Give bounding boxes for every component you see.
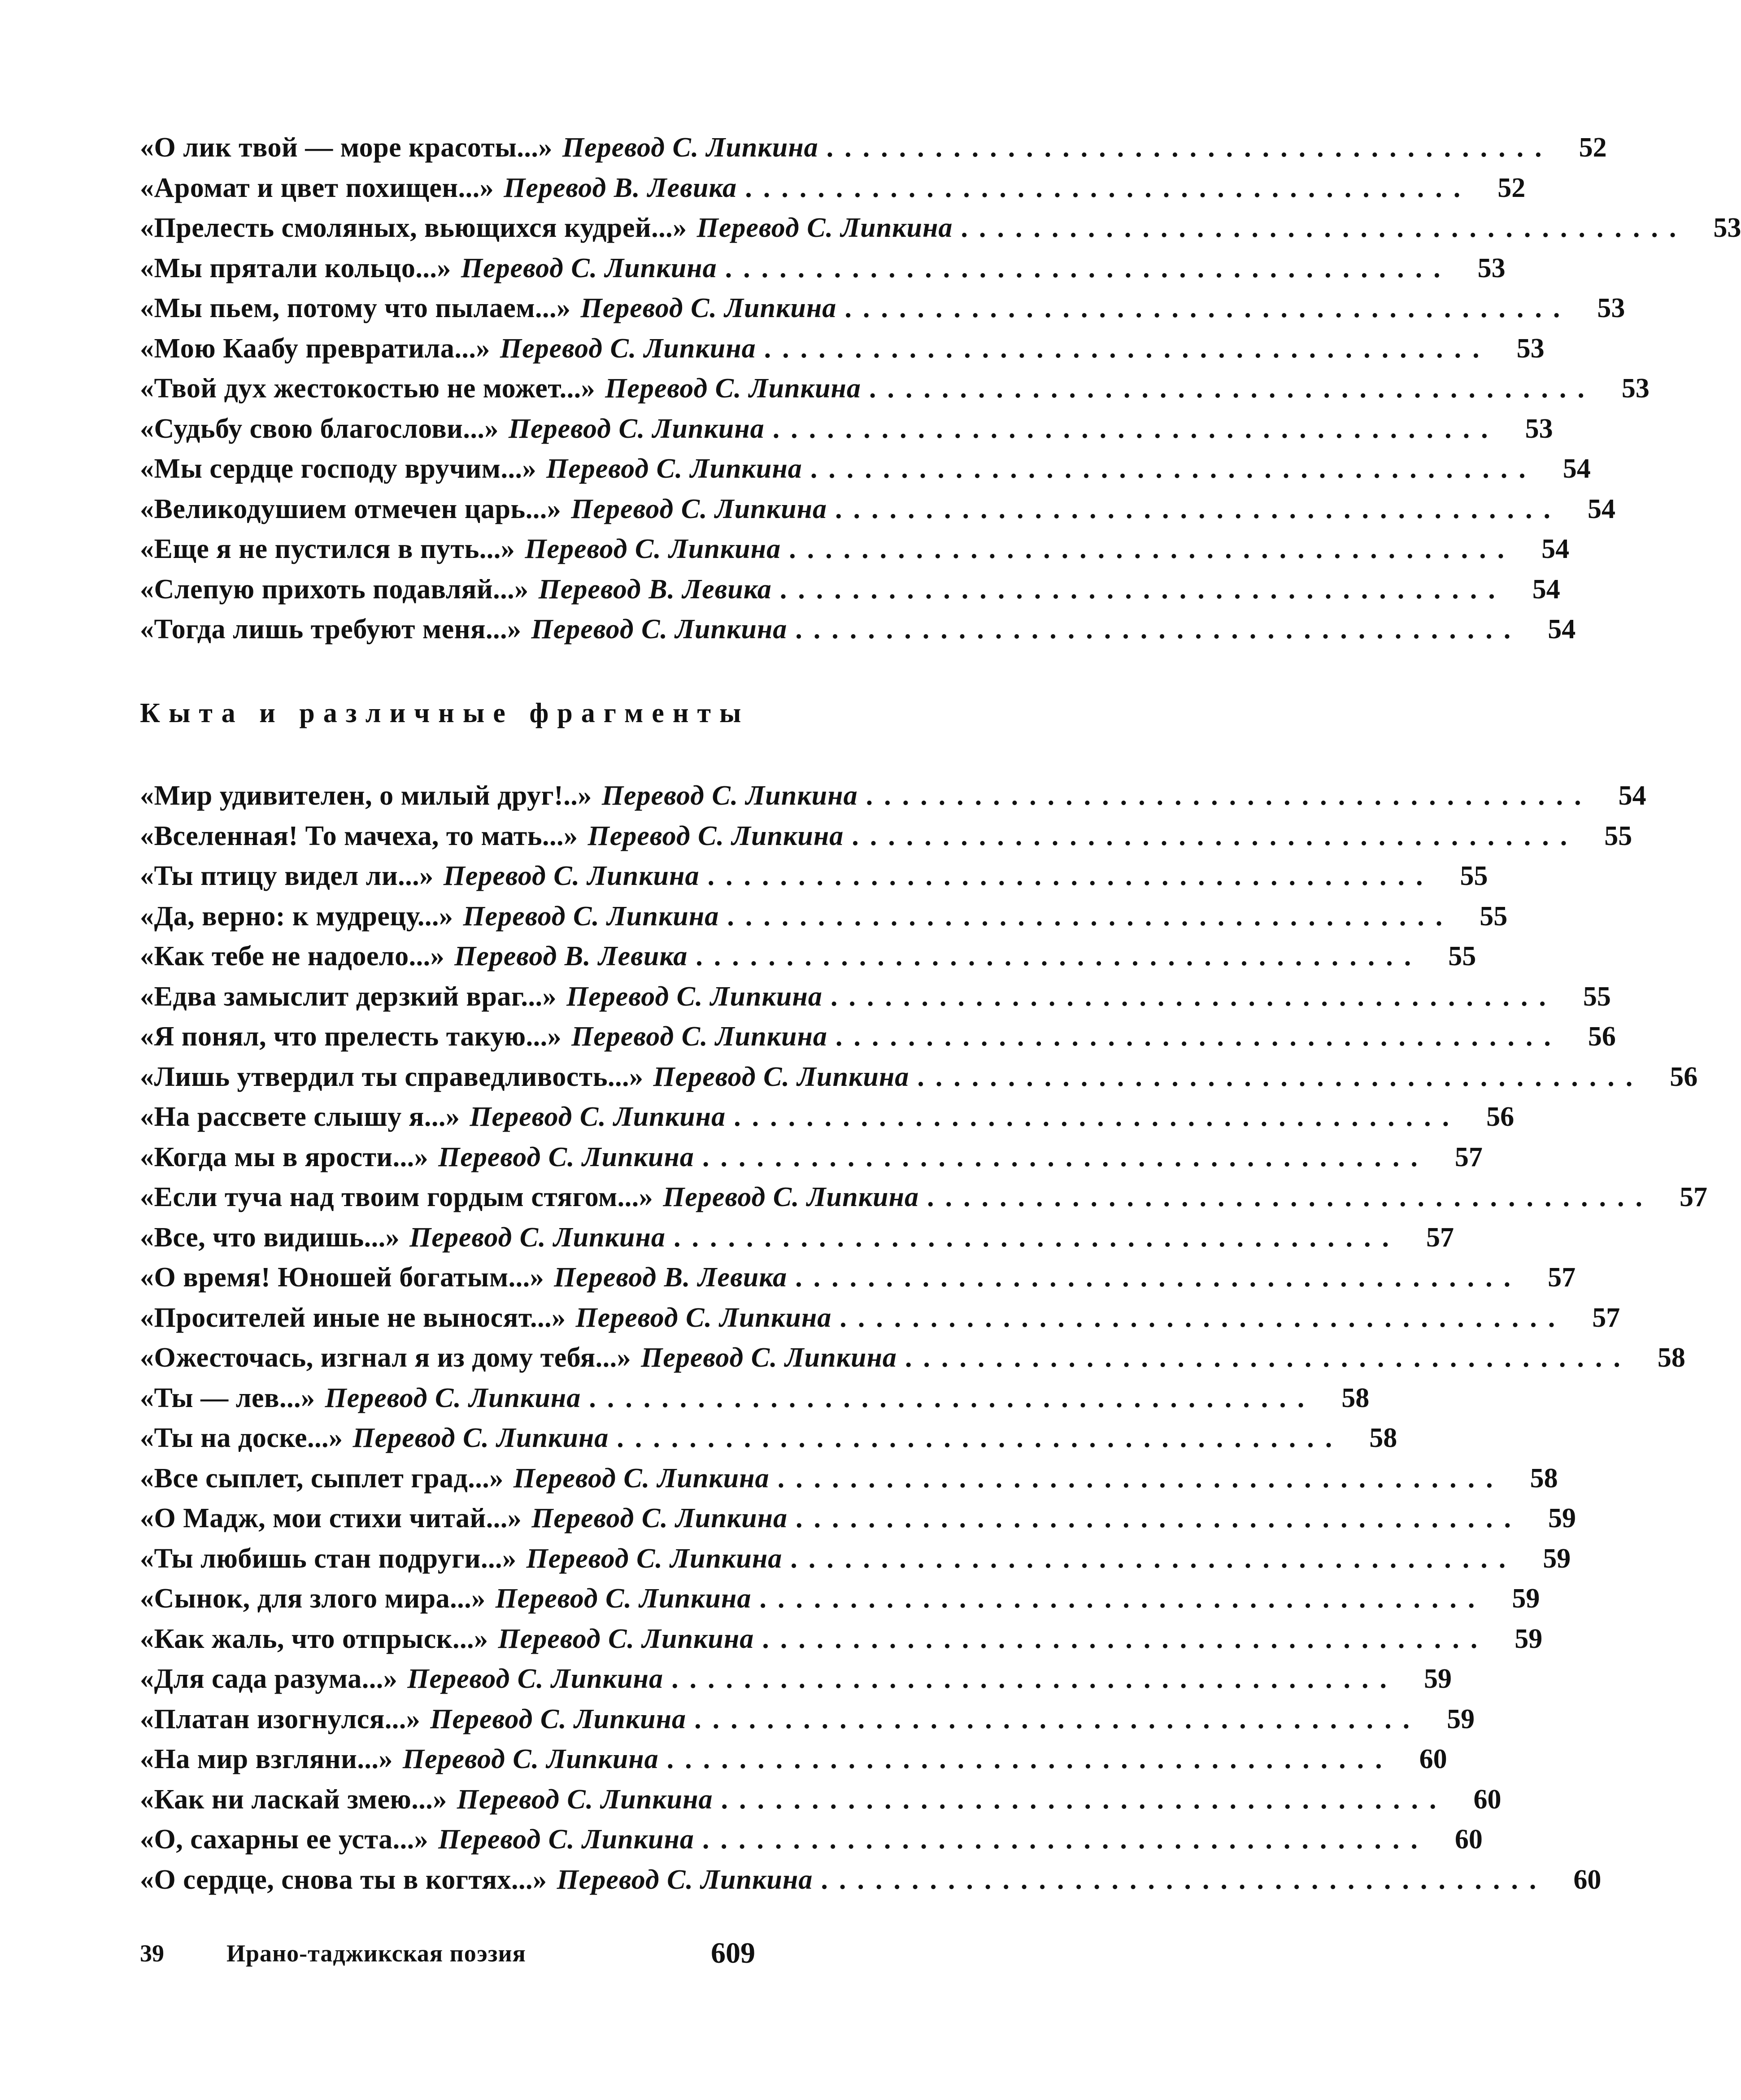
entry-translator: Перевод С. Липкина xyxy=(580,293,837,323)
entry-page-number: 59 xyxy=(1548,1503,1576,1534)
entry-title: «Платан изогнулся...» xyxy=(140,1704,421,1734)
page-number: 609 xyxy=(711,1937,755,1969)
entry-page-number: 57 xyxy=(1679,1182,1707,1212)
entry-page-number: 55 xyxy=(1448,941,1476,972)
entry-page-number: 52 xyxy=(1497,172,1526,203)
entry-translator: Перевод С. Липкина xyxy=(470,1102,726,1132)
entry-translator: Перевод С. Липкина xyxy=(495,1583,752,1614)
toc-entry xyxy=(140,1177,1707,1218)
entry-translator: Перевод С. Липкина xyxy=(325,1382,581,1413)
toc-entry xyxy=(140,937,1476,977)
entry-translator: Перевод С. Липкина xyxy=(696,213,953,243)
entry-page-number: 55 xyxy=(1480,901,1508,932)
entry-title: «Мы прятали кольцо...» xyxy=(140,253,451,283)
toc-entry xyxy=(140,1459,1558,1499)
entry-title: «Ожесточась, изгнал я из дому тебя...» xyxy=(140,1342,631,1373)
entry-title: «Как жаль, что отпрыск...» xyxy=(140,1623,488,1654)
entry-translator: Перевод С. Липкина xyxy=(508,413,765,444)
entry-title: «Едва замыслит дерзкий враг...» xyxy=(140,981,557,1012)
entry-page-number: 60 xyxy=(1419,1744,1447,1774)
toc-entry xyxy=(140,288,1625,329)
entry-translator: Перевод С. Липкина xyxy=(531,614,788,645)
entry-title: «Тогда лишь требуют меня...» xyxy=(140,614,522,645)
entry-page-number: 59 xyxy=(1515,1623,1543,1654)
entry-translator: Перевод С. Липкина xyxy=(641,1342,897,1373)
entry-translator: Перевод С. Липкина xyxy=(353,1423,609,1453)
entry-translator: Перевод С. Липкина xyxy=(575,1302,832,1333)
entry-translator: Перевод С. Липкина xyxy=(438,1141,694,1172)
entry-page-number: 56 xyxy=(1486,1102,1515,1132)
dot-leader: ........................................ xyxy=(852,820,1579,851)
entry-title: «О сердце, снова ты в когтях...» xyxy=(140,1864,547,1895)
dot-leader: ........................................ xyxy=(866,780,1593,811)
entry-page-number: 55 xyxy=(1604,820,1632,851)
entry-page-number: 53 xyxy=(1597,293,1625,323)
dot-leader: ........................................ xyxy=(589,1382,1316,1413)
entry-title: «Слепую прихоть подавляй...» xyxy=(140,574,529,605)
dot-leader: ........................................ xyxy=(617,1423,1344,1453)
dot-leader: ........................................ xyxy=(927,1182,1654,1212)
toc-entry xyxy=(140,1137,1483,1178)
toc-entry xyxy=(140,1097,1515,1137)
dot-leader: ........................................ xyxy=(840,1302,1567,1333)
entry-page-number: 54 xyxy=(1587,493,1615,524)
entry-title: «Лишь утвердил ты справедливость...» xyxy=(140,1061,644,1092)
dot-leader: ........................................ xyxy=(673,1222,1400,1253)
dot-leader: ........................................ xyxy=(777,1463,1504,1494)
dot-leader: ........................................ xyxy=(702,1141,1429,1172)
entry-title: «Я понял, что прелесть такую...» xyxy=(140,1021,562,1052)
entry-translator: Перевод В. Левика xyxy=(454,941,688,972)
toc-entry xyxy=(140,776,1646,816)
entry-translator: Перевод С. Липкина xyxy=(562,132,818,163)
entry-page-number: 54 xyxy=(1541,534,1570,564)
entry-page-number: 53 xyxy=(1621,373,1650,404)
toc-entry xyxy=(140,1619,1543,1660)
entry-translator: Перевод С. Липкина xyxy=(531,1503,788,1534)
entry-page-number: 60 xyxy=(1573,1864,1602,1895)
toc-entry xyxy=(140,1699,1475,1740)
dot-leader: ........................................ xyxy=(795,1262,1522,1293)
toc-entry xyxy=(140,369,1650,409)
entry-translator: Перевод С. Липкина xyxy=(571,1021,827,1052)
dot-leader: ........................................ xyxy=(835,1021,1562,1052)
entry-page-number: 54 xyxy=(1618,780,1646,811)
page-footer xyxy=(0,1929,1461,1978)
toc-entry xyxy=(140,856,1488,897)
dot-leader: ........................................ xyxy=(830,981,1557,1012)
entry-page-number: 52 xyxy=(1579,132,1607,163)
entry-translator: Перевод С. Липкина xyxy=(588,820,844,851)
entry-translator: Перевод С. Липкина xyxy=(457,1784,713,1815)
entry-translator: Перевод С. Липкина xyxy=(546,453,802,484)
entry-page-number: 60 xyxy=(1454,1824,1483,1855)
entry-title: «Судьбу свою благослови...» xyxy=(140,413,499,444)
toc-entry xyxy=(140,168,1526,209)
entry-title: «Вселенная! То мачеха, то мать...» xyxy=(140,820,578,851)
entry-title: «О лик твой — море красоты...» xyxy=(140,132,553,163)
entry-translator: Перевод С. Липкина xyxy=(601,780,858,811)
entry-title: «Прелесть смоляных, вьющихся кудрей...» xyxy=(140,213,687,243)
toc-entry xyxy=(140,1579,1540,1619)
dot-leader: ........................................ xyxy=(725,253,1452,283)
entry-page-number: 53 xyxy=(1713,213,1741,243)
dot-leader: ........................................ xyxy=(762,1623,1489,1654)
dot-leader: ........................................ xyxy=(745,172,1472,203)
toc-entry xyxy=(140,529,1570,570)
entry-title: «Когда мы в ярости...» xyxy=(140,1141,429,1172)
entry-title: «Все, что видишь...» xyxy=(140,1222,400,1253)
toc-entry xyxy=(140,409,1553,449)
entry-translator: Перевод С. Липкина xyxy=(430,1704,687,1734)
entry-title: «Ты на доске...» xyxy=(140,1423,343,1453)
entry-translator: Перевод С. Липкина xyxy=(557,1864,813,1895)
toc-entry xyxy=(140,1780,1502,1820)
toc-entry xyxy=(140,816,1632,857)
toc-section-kyta xyxy=(140,776,1707,1900)
entry-translator: Перевод С. Липкина xyxy=(525,534,781,564)
toc-entry xyxy=(140,1418,1397,1459)
toc-entry xyxy=(140,1057,1698,1098)
entry-page-number: 54 xyxy=(1548,614,1576,645)
dot-leader: ........................................ xyxy=(789,534,1516,564)
dot-leader: ........................................ xyxy=(772,413,1499,444)
entry-title: «О время! Юношей богатым...» xyxy=(140,1262,544,1293)
entry-title: «Все сыплет, сыплет град...» xyxy=(140,1463,504,1494)
entry-title: «Твой дух жестокостью не может...» xyxy=(140,373,596,404)
entry-title: «Ты любишь стан подруги...» xyxy=(140,1543,517,1574)
entry-page-number: 53 xyxy=(1477,253,1506,283)
entry-page-number: 57 xyxy=(1592,1302,1620,1333)
entry-title: «Ты — лев...» xyxy=(140,1382,315,1413)
entry-translator: Перевод С. Липкина xyxy=(571,493,827,524)
dot-leader: ........................................ xyxy=(666,1744,1393,1774)
footer-book-title: Ирано-таджикская поэзия xyxy=(226,1940,526,1967)
entry-page-number: 58 xyxy=(1657,1342,1685,1373)
entry-title: «Еще я не пустился в путь...» xyxy=(140,534,515,564)
entry-title: «Мир удивителен, о милый друг!..» xyxy=(140,780,592,811)
entry-title: «О, сахарны ее уста...» xyxy=(140,1824,429,1855)
dot-leader: ........................................ xyxy=(734,1102,1461,1132)
dot-leader: ........................................ xyxy=(727,901,1454,932)
entry-page-number: 60 xyxy=(1473,1784,1502,1815)
entry-title: «Мы пьем, потому что пылаем...» xyxy=(140,293,571,323)
entry-page-number: 59 xyxy=(1423,1664,1452,1694)
entry-translator: Перевод С. Липкина xyxy=(498,1623,754,1654)
entry-translator: Перевод В. Левика xyxy=(504,172,737,203)
dot-leader: ........................................ xyxy=(961,213,1688,243)
dot-leader: ........................................ xyxy=(869,373,1596,404)
entry-page-number: 59 xyxy=(1512,1583,1540,1614)
toc-entry xyxy=(140,1499,1576,1539)
toc-entry xyxy=(140,329,1545,369)
dot-leader: ........................................ xyxy=(821,1864,1548,1895)
toc-entry xyxy=(140,1298,1620,1338)
dot-leader: ........................................ xyxy=(702,1824,1429,1855)
toc-entry xyxy=(140,489,1615,530)
entry-title: «На мир взгляни...» xyxy=(140,1744,393,1774)
toc-entry xyxy=(140,570,1560,610)
toc-entry xyxy=(140,1218,1454,1258)
toc-entry xyxy=(140,610,1576,650)
dot-leader: ........................................ xyxy=(721,1784,1448,1815)
toc-entry xyxy=(140,208,1741,248)
toc-entry xyxy=(140,1017,1616,1057)
entry-title: «Да, верно: к мудрецу...» xyxy=(140,901,453,932)
entry-title: «Великодушием отмечен царь...» xyxy=(140,493,561,524)
toc-entry xyxy=(140,977,1611,1017)
entry-page-number: 56 xyxy=(1670,1061,1698,1092)
toc-entry xyxy=(140,897,1508,937)
entry-page-number: 57 xyxy=(1426,1222,1454,1253)
toc-entry xyxy=(140,1659,1452,1699)
entry-translator: Перевод С. Липкина xyxy=(402,1744,659,1774)
entry-page-number: 58 xyxy=(1530,1463,1558,1494)
entry-page-number: 55 xyxy=(1460,861,1488,891)
entry-translator: Перевод В. Левика xyxy=(538,574,772,605)
entry-title: «Как ни ласкай змею...» xyxy=(140,1784,447,1815)
entry-translator: Перевод С. Липкина xyxy=(653,1061,910,1092)
entry-page-number: 58 xyxy=(1341,1382,1370,1413)
toc-entry xyxy=(140,1820,1483,1860)
entry-title: «Просителей иные не выносят...» xyxy=(140,1302,566,1333)
toc-entry xyxy=(140,128,1607,168)
entry-page-number: 53 xyxy=(1525,413,1553,444)
entry-page-number: 59 xyxy=(1447,1704,1475,1734)
entry-translator: Перевод С. Липкина xyxy=(438,1824,694,1855)
toc-entry xyxy=(140,1338,1685,1378)
dot-leader: ........................................ xyxy=(696,941,1423,972)
dot-leader: ........................................ xyxy=(826,132,1553,163)
entry-page-number: 59 xyxy=(1543,1543,1571,1574)
toc-entry xyxy=(140,1539,1571,1579)
entry-page-number: 53 xyxy=(1516,333,1545,364)
dot-leader: ........................................ xyxy=(779,574,1506,605)
entry-translator: Перевод С. Липкина xyxy=(513,1463,770,1494)
toc-entry xyxy=(140,1378,1370,1419)
entry-title: «Для сада разума...» xyxy=(140,1664,398,1694)
section-heading: Кыта и различные фрагменты xyxy=(140,698,750,728)
entry-title: «Если туча над твоим гордым стягом...» xyxy=(140,1182,653,1212)
dot-leader: ........................................ xyxy=(835,493,1562,524)
entry-title: «Мою Каабу превратила...» xyxy=(140,333,490,364)
entry-title: «Мы сердце господу вручим...» xyxy=(140,453,536,484)
dot-leader: ........................................ xyxy=(795,614,1522,645)
entry-title: «Ты птицу видел ли...» xyxy=(140,861,434,891)
entry-page-number: 56 xyxy=(1588,1021,1616,1052)
toc-section-ghazals xyxy=(140,128,1741,650)
entry-title: «Как тебе не надоело...» xyxy=(140,941,445,972)
entry-translator: Перевод С. Липкина xyxy=(443,861,700,891)
entry-translator: Перевод С. Липкина xyxy=(461,253,717,283)
entry-translator: Перевод С. Липкина xyxy=(500,333,756,364)
dot-leader: ........................................ xyxy=(796,1503,1523,1534)
dot-leader: ........................................ xyxy=(694,1704,1421,1734)
entry-title: «Сынок, для злого мира...» xyxy=(140,1583,486,1614)
entry-translator: Перевод С. Липкина xyxy=(526,1543,783,1574)
dot-leader: ........................................ xyxy=(707,861,1434,891)
entry-translator: Перевод С. Липкина xyxy=(463,901,719,932)
dot-leader: ........................................ xyxy=(905,1342,1632,1373)
entry-title: «О Мадж, мои стихи читай...» xyxy=(140,1503,522,1534)
entry-translator: Перевод В. Левика xyxy=(554,1262,788,1293)
entry-page-number: 57 xyxy=(1548,1262,1576,1293)
entry-page-number: 54 xyxy=(1532,574,1560,605)
dot-leader: ........................................ xyxy=(671,1664,1398,1694)
printer-signature-mark: 39 xyxy=(140,1940,164,1967)
entry-page-number: 58 xyxy=(1369,1423,1397,1453)
dot-leader: ........................................ xyxy=(790,1543,1517,1574)
toc-entry xyxy=(140,248,1506,289)
dot-leader: ........................................ xyxy=(917,1061,1644,1092)
entry-title: «Аромат и цвет похищен...» xyxy=(140,172,494,203)
toc-entry xyxy=(140,449,1591,489)
dot-leader: ........................................ xyxy=(759,1583,1486,1614)
entry-page-number: 57 xyxy=(1454,1141,1483,1172)
entry-page-number: 55 xyxy=(1583,981,1611,1012)
dot-leader: ........................................ xyxy=(844,293,1571,323)
toc-entry xyxy=(140,1739,1447,1780)
entry-translator: Перевод С. Липкина xyxy=(409,1222,666,1253)
dot-leader: ........................................ xyxy=(810,453,1537,484)
toc-entry xyxy=(140,1860,1602,1900)
entry-translator: Перевод С. Липкина xyxy=(663,1182,919,1212)
entry-translator: Перевод С. Липкина xyxy=(566,981,823,1012)
dot-leader: ........................................ xyxy=(764,333,1491,364)
entry-page-number: 54 xyxy=(1563,453,1591,484)
entry-translator: Перевод С. Липкина xyxy=(407,1664,663,1694)
entry-title: «На рассвете слышу я...» xyxy=(140,1102,460,1132)
entry-translator: Перевод С. Липкина xyxy=(605,373,861,404)
toc-entry xyxy=(140,1258,1576,1298)
